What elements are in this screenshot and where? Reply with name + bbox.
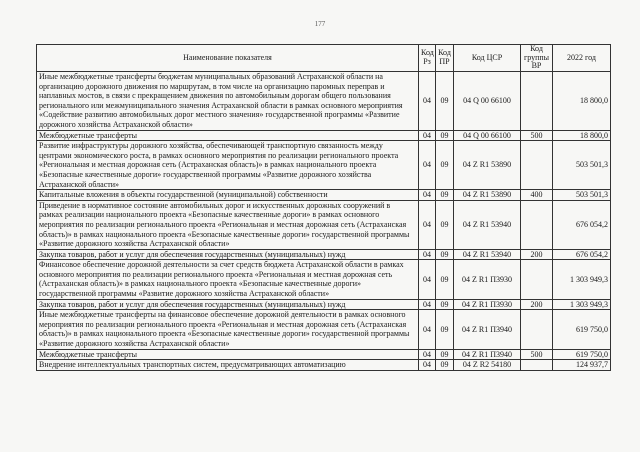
table-row <box>37 349 611 360</box>
table-row <box>37 72 611 131</box>
table-row <box>37 200 611 249</box>
row-vr <box>521 72 553 131</box>
row-name: Межбюджетные трансферты <box>37 130 419 141</box>
row-csr: 04 Z R1 53940 <box>454 200 521 249</box>
row-amount: 1 303 949,3 <box>553 299 611 310</box>
header-csr: Код ЦСР <box>454 45 521 72</box>
row-csr: 04 Z R1 П3930 <box>454 299 521 310</box>
row-pr: 09 <box>436 249 454 260</box>
row-rz: 04 <box>419 260 436 299</box>
row-vr: 400 <box>521 190 553 201</box>
row-pr: 09 <box>436 190 454 201</box>
row-vr <box>521 141 553 190</box>
table-row <box>37 360 611 371</box>
row-rz: 04 <box>419 130 436 141</box>
row-pr: 09 <box>436 349 454 360</box>
row-name: Межбюджетные трансферты <box>37 349 419 360</box>
table-header-row <box>37 45 611 72</box>
row-rz: 04 <box>419 190 436 201</box>
row-amount: 676 054,2 <box>553 249 611 260</box>
row-csr: 04 Z R1 П3940 <box>454 310 521 349</box>
row-name: Приведение в нормативное состояние автомобильных дорог и искусственных дорожных сооружений в рамках реализации национального проекта «Безопасные качественные дороги» в рамках основного мероприятия по реализации регионального проекта «Региональная и местная дорожная сеть (Астраханская область)» в рамках национального проекта «Безопасные качественные дороги» государственной программы «Развитие дорожного хозяйства Астраханской области» <box>37 200 419 249</box>
row-rz: 04 <box>419 310 436 349</box>
header-rz: Код Рз <box>419 45 436 72</box>
row-name: Иные межбюджетные трансферты на финансовое обеспечение дорожной деятельности в рамках основного мероприятия по реализации регионального проекта «Региональная и местная дорожная сеть (Астраханская область)» в рамках национального проекта «Безопасные качественные дороги» государственной программы «Развитие дорожного хозяйства Астраханской области» <box>37 310 419 349</box>
row-csr: 04 Z R1 П3940 <box>454 349 521 360</box>
row-pr: 09 <box>436 72 454 131</box>
row-amount: 619 750,0 <box>553 349 611 360</box>
row-rz: 04 <box>419 200 436 249</box>
table-row <box>37 260 611 299</box>
header-pr: Код ПР <box>436 45 454 72</box>
row-csr: 04 Q 00 66100 <box>454 130 521 141</box>
row-amount: 676 054,2 <box>553 200 611 249</box>
row-csr: 04 Z R2 54180 <box>454 360 521 371</box>
table-row <box>37 141 611 190</box>
row-vr: 200 <box>521 299 553 310</box>
table-row <box>37 190 611 201</box>
table-row <box>37 299 611 310</box>
row-pr: 09 <box>436 299 454 310</box>
row-csr: 04 Z R1 53940 <box>454 249 521 260</box>
row-name: Иные межбюджетные трансферты бюджетам муниципальных образований Астраханской области на организацию дорожного движения по маршрутам, в том числе на организацию паромных переправ и наплавных мостов, в связи с прекращением движения по автомобильным дорогам общего пользования регионального или межмуниципального значения Астраханской области в рамках основного мероприятия «Содействие развитию автомобильных дорог местного значения» государственной программы «Развитие дорожного хозяйства Астраханской области» <box>37 72 419 131</box>
table-row <box>37 310 611 349</box>
header-year: 2022 год <box>553 45 611 72</box>
row-csr: 04 Z R1 П3930 <box>454 260 521 299</box>
row-csr: 04 Z R1 53890 <box>454 190 521 201</box>
row-amount: 18 800,0 <box>553 72 611 131</box>
row-name: Финансовое обеспечение дорожной деятельности за счет средств бюджета Астраханской области в рамках основного мероприятия по реализации регионального проекта «Региональная и местная дорожная сеть (Астраханская область)» в рамках национального проекта «Безопасные качественные дороги» государственной программы «Развитие дорожного хозяйства Астраханской области» <box>37 260 419 299</box>
row-vr: 200 <box>521 249 553 260</box>
row-name: Капитальные вложения в объекты государственной (муниципальной) собственности <box>37 190 419 201</box>
budget-table <box>36 44 611 371</box>
header-name: Наименование показателя <box>37 45 419 72</box>
row-rz: 04 <box>419 141 436 190</box>
row-amount: 503 501,3 <box>553 190 611 201</box>
row-rz: 04 <box>419 349 436 360</box>
row-vr <box>521 260 553 299</box>
row-pr: 09 <box>436 141 454 190</box>
row-vr <box>521 360 553 371</box>
row-name: Закупка товаров, работ и услуг для обеспечения государственных (муниципальных) нужд <box>37 299 419 310</box>
row-pr: 09 <box>436 130 454 141</box>
row-csr: 04 Q 00 66100 <box>454 72 521 131</box>
row-vr <box>521 200 553 249</box>
row-rz: 04 <box>419 299 436 310</box>
header-vr: Код группы ВР <box>521 45 553 72</box>
row-pr: 09 <box>436 360 454 371</box>
row-pr: 09 <box>436 310 454 349</box>
row-amount: 1 303 949,3 <box>553 260 611 299</box>
row-rz: 04 <box>419 249 436 260</box>
row-amount: 619 750,0 <box>553 310 611 349</box>
row-amount: 503 501,3 <box>553 141 611 190</box>
row-vr: 500 <box>521 130 553 141</box>
row-pr: 09 <box>436 260 454 299</box>
table-row <box>37 130 611 141</box>
row-name: Внедрение интеллектуальных транспортных систем, предусматривающих автоматизацию <box>37 360 419 371</box>
row-csr: 04 Z R1 53890 <box>454 141 521 190</box>
row-name: Закупка товаров, работ и услуг для обеспечения государственных (муниципальных) нужд <box>37 249 419 260</box>
row-rz: 04 <box>419 360 436 371</box>
row-pr: 09 <box>436 200 454 249</box>
page-number: 177 <box>314 20 326 28</box>
row-vr <box>521 310 553 349</box>
row-amount: 18 800,0 <box>553 130 611 141</box>
row-rz: 04 <box>419 72 436 131</box>
row-amount: 124 937,7 <box>553 360 611 371</box>
row-name: Развитие инфраструктуры дорожного хозяйства, обеспечивающей транспортную связанность между центрами экономического роста, в рамках основного мероприятия по реализации регионального проекта «Региональная и местная дорожная сеть (Астраханская область)» в рамках национального проекта «Безопасные качественные дороги» государственной программы «Развитие дорожного хозяйства Астраханской области» <box>37 141 419 190</box>
table-row <box>37 249 611 260</box>
row-vr: 500 <box>521 349 553 360</box>
